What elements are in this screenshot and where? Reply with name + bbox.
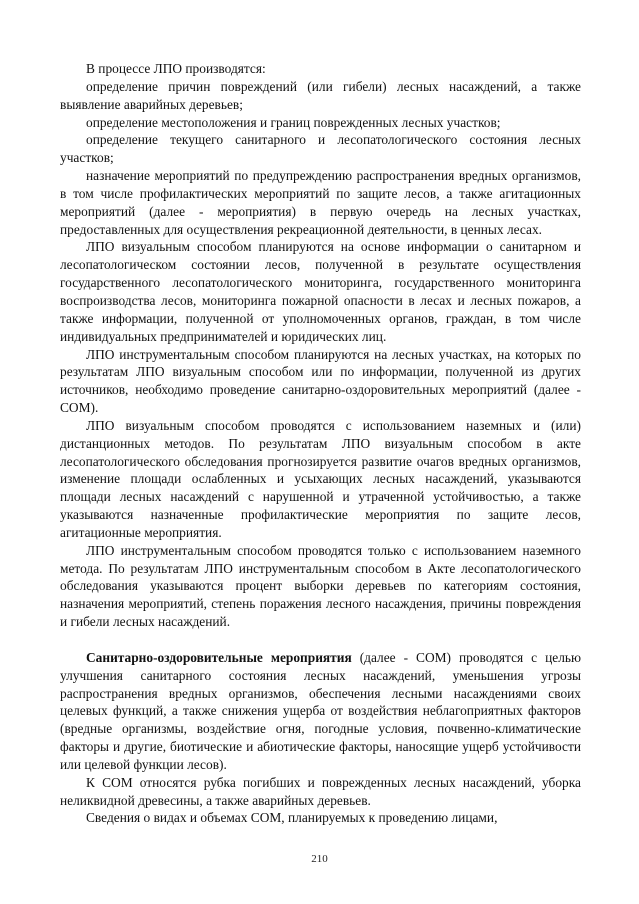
som-bold-term: Санитарно-оздоровительные мероприятия xyxy=(86,649,352,665)
paragraph-visual-planning: ЛПО визуальным способом планируются на основе информации о санитарном и лесопатологическом состоянии лесов, полученной в результате осуществления государственного лесопатологического мониторинга, государственного мониторинга воспроизводства лесов, мониторинга пожарной опасности в лесах и лесных пожаров, а также информации, полученной от уполномоченных органов, граждан, в том числе индивидуальных предпринимателей и юридических лиц. xyxy=(60,239,581,344)
paragraph-instrumental-planning: ЛПО инструментальным способом планируются на лесных участках, на которых по результатам ЛПО визуальным способом или по информации, полученной из других источников, необходимо проведение санитарно-оздоровительных мероприятий (далее - СОМ). xyxy=(60,346,581,416)
som-definition-text: (далее - СОМ) проводятся с целью улучшения санитарного состояния лесных насаждений, уменьшения угрозы распространения вредных организмов, обеспечения лесными насаждениями своих целевых функций, а также снижения ущерба от воздействия неблагоприятных факторов (вредные организмы, воздействие огня, погодные условия, почвенно-климатические факторы и другие, биотические и абиотические факторы, наносящие ущерб устойчивости или целевой функции лесов). xyxy=(60,649,581,772)
paragraph-visual-methods: ЛПО визуальным способом проводятся с использованием наземных и (или) дистанционных методов. По результатам ЛПО визуальным способом в акте лесопатологического обследования прогнозируется развитие очагов вредных организмов, изменение площади ослабленных и усыхающих лесных насаждений, указываются площади лесных насаждений с нарушенной и утраченной устойчивостью, а также указываются назначенные профилактические мероприятия по защите лесов, агитационные мероприятия. xyxy=(60,417,581,540)
page-body xyxy=(60,60,581,827)
list-item-condition: определение текущего санитарного и лесопатологического состояния лесных участков; xyxy=(60,132,581,166)
list-item-location: определение местоположения и границ поврежденных лесных участков; xyxy=(86,114,501,130)
list-item-measures: назначение мероприятий по предупреждению распространения вредных организмов, в том числе профилактических мероприятий по защите лесов, а также агитационных мероприятий (далее - мероприятия) в первую очередь на лесных участках, предоставленных для осуществления рекреационной деятельности, в ценных лесах. xyxy=(60,168,581,237)
paragraph-instrumental-methods: ЛПО инструментальным способом проводятся только с использованием наземного метода. По результатам ЛПО инструментальным способом в Акте лесопатологического обследования указываются процент выборки деревьев по категориям состояния, назначения мероприятий, степень поражения лесного насаждения, причины повреждения и гибели лесных насаждений. xyxy=(60,542,581,630)
paragraph-som-types: К СОМ относятся рубка погибших и поврежденных лесных насаждений, уборка неликвидной древесины, а также аварийных деревьев. xyxy=(60,774,581,808)
list-item-damage-causes: определение причин повреждений (или гибели) лесных насаждений, а также выявление аварийных деревьев; xyxy=(60,78,581,112)
page-number: 210 xyxy=(311,853,328,865)
paragraph-som-info: Сведения о видах и объемах СОМ, планируемых к проведению лицами, xyxy=(86,810,498,826)
paragraph-intro: В процессе ЛПО производятся: xyxy=(86,61,266,76)
paragraph-som-definition xyxy=(60,649,581,774)
